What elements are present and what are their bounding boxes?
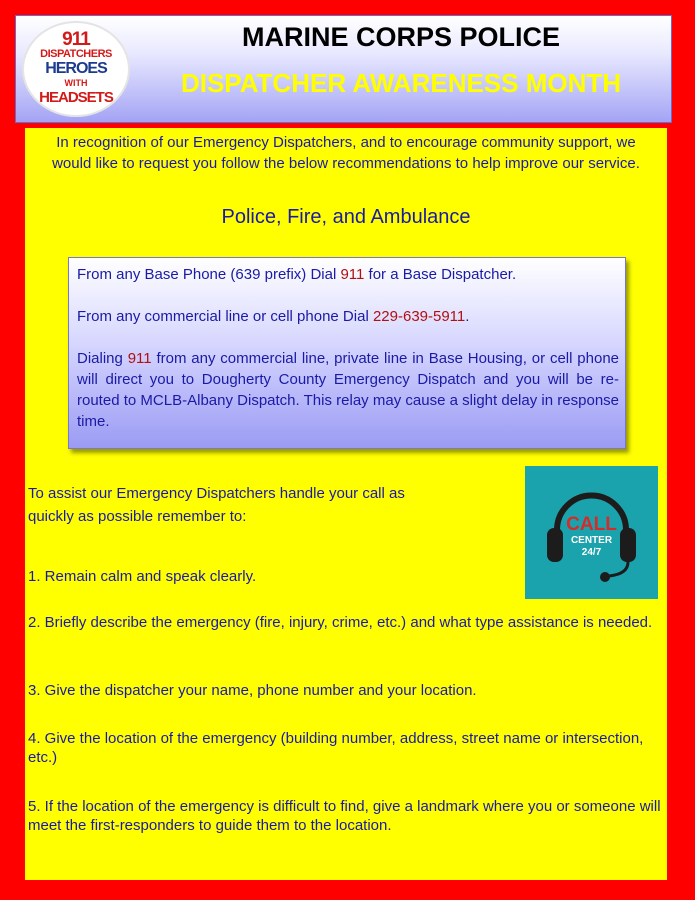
center-text: CENTER bbox=[570, 535, 613, 546]
logo-line-heroes: HEROES bbox=[45, 60, 107, 77]
base-phone-instruction bbox=[77, 264, 619, 285]
logo-line-with: WITH bbox=[64, 78, 88, 88]
logo-line-headsets: HEADSETS bbox=[39, 89, 113, 106]
assist-intro-line: To assist our Emergency Dispatchers handle your call as bbox=[28, 485, 405, 502]
emergency-number: 911 bbox=[340, 266, 365, 283]
content-panel bbox=[25, 128, 667, 880]
instruction-text: From any commercial line or cell phone Dial bbox=[77, 308, 373, 325]
hours-text: 24/7 bbox=[581, 547, 602, 558]
step-5: 5. If the location of the emergency is difficult to find, give a landmark where you or someone will meet the first-responders to guide them to the location. bbox=[28, 798, 661, 834]
step-4: 4. Give the location of the emergency (building number, address, street name or intersection, etc.) bbox=[28, 730, 644, 766]
page-title: MARINE CORPS POLICE bbox=[241, 22, 561, 52]
instruction-text: for a Base Dispatcher. bbox=[364, 266, 517, 283]
instruction-text: from any commercial line, private line in Base Housing, or cell phone will direct you to Dougherty County Emergency Dispatch and you will be re-routed to MCLB-Albany Dispatch. This relay may cause a slight delay in response time. bbox=[77, 350, 619, 430]
dial-instructions-box bbox=[68, 257, 626, 449]
instruction-text: . bbox=[465, 308, 470, 325]
page-subtitle: DISPATCHER AWARENESS MONTH bbox=[180, 68, 622, 98]
commercial-line-instruction bbox=[77, 306, 619, 327]
heroes-with-headsets-logo bbox=[22, 21, 130, 117]
section-heading: Police, Fire, and Ambulance bbox=[221, 206, 471, 228]
intro-paragraph: In recognition of our Emergency Dispatchers, and to encourage community support, we would like to request you follow the below recommendations to help improve our service. bbox=[52, 134, 640, 172]
logo-line-911: 911 bbox=[62, 29, 90, 50]
step-3: 3. Give the dispatcher your name, phone number and your location. bbox=[28, 682, 477, 699]
instruction-text: Dialing bbox=[77, 350, 128, 367]
call-text: CALL bbox=[566, 514, 617, 535]
logo-line-dispatchers: DISPATCHERS bbox=[40, 48, 112, 60]
header-banner bbox=[15, 15, 672, 123]
emergency-number: 911 bbox=[127, 350, 152, 367]
instruction-text: From any Base Phone (639 prefix) Dial bbox=[77, 266, 341, 283]
dispatch-phone-number: 229-639-5911 bbox=[372, 308, 466, 325]
step-1: 1. Remain calm and speak clearly. bbox=[28, 568, 257, 585]
assist-intro bbox=[28, 482, 518, 528]
step-2: 2. Briefly describe the emergency (fire, injury, crime, etc.) and what type assistance is needed. bbox=[28, 614, 653, 631]
assist-intro-line: quickly as possible remember to: bbox=[28, 508, 247, 525]
relay-notice bbox=[77, 348, 619, 432]
